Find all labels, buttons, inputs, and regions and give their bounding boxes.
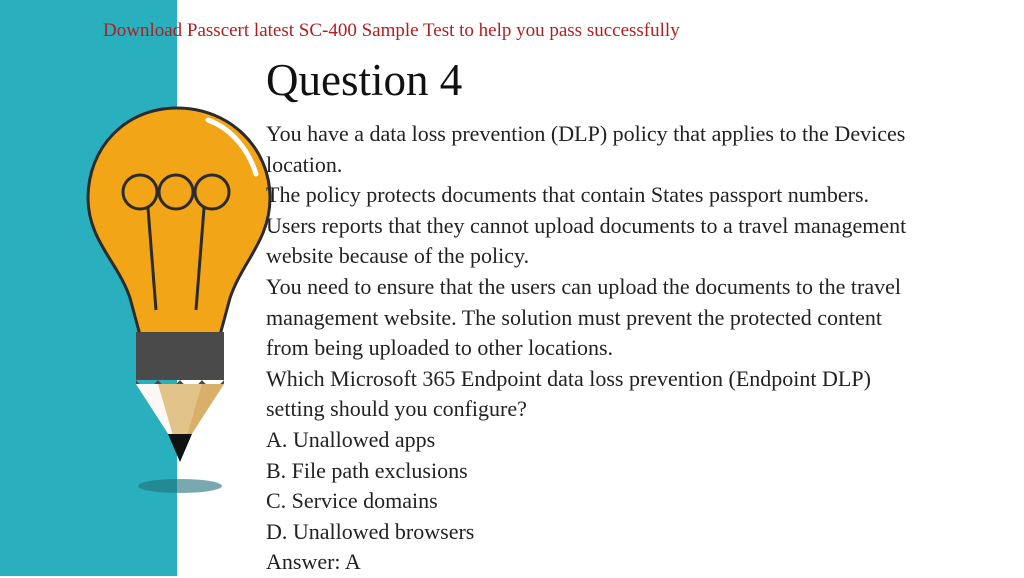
- question-title: Question 4: [266, 55, 463, 105]
- question-line: Which Microsoft 365 Endpoint data loss prevention (Endpoint DLP): [266, 365, 871, 391]
- option-c: C. Service domains: [266, 488, 438, 514]
- question-line: You need to ensure that the users can upload the documents to the travel: [266, 273, 901, 299]
- question-line: from being uploaded to other locations.: [266, 335, 614, 361]
- question-line: setting should you configure?: [266, 396, 527, 422]
- lightbulb-pencil-icon: [70, 100, 290, 500]
- option-d: D. Unallowed browsers: [266, 518, 475, 544]
- question-line: management website. The solution must prevent the protected content: [266, 304, 883, 330]
- question-line: You have a data loss prevention (DLP) policy that applies to the Devices: [266, 121, 906, 146]
- question-line: Users reports that they cannot upload documents to a travel management: [266, 212, 907, 238]
- answer-line: Answer: A: [266, 549, 361, 575]
- option-b: B. File path exclusions: [266, 457, 468, 483]
- question-line: location.: [266, 151, 343, 177]
- option-a: A. Unallowed apps: [266, 426, 436, 452]
- question-line: The policy protects documents that contain States passport numbers.: [266, 182, 870, 208]
- question-body: [266, 119, 1006, 578]
- question-line: website because of the policy.: [266, 243, 530, 269]
- promo-banner: Download Passcert latest SC-400 Sample Test to help you pass successfully: [103, 20, 680, 41]
